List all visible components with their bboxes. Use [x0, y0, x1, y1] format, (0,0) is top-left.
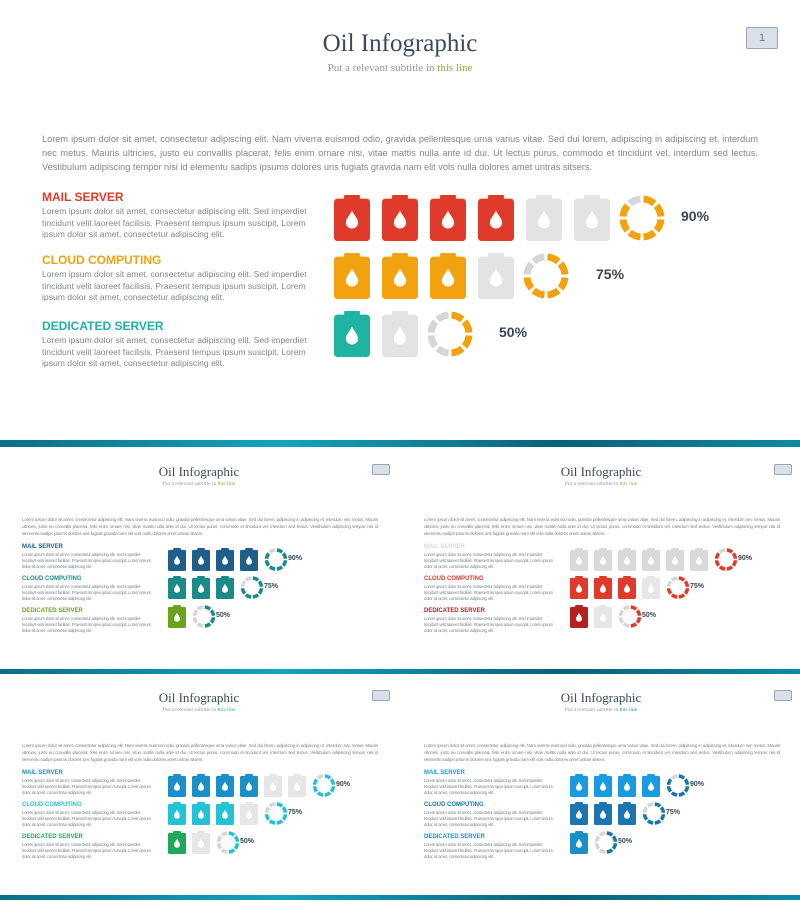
ring-segment	[534, 257, 545, 261]
dedicated-server-progress-ring	[621, 607, 640, 626]
ring-segment	[259, 581, 261, 586]
cloud-computing-percent: 75%	[690, 583, 705, 590]
ring-segment	[613, 836, 615, 841]
ring-segment	[527, 278, 531, 289]
dedicated-server-progress-ring	[195, 607, 214, 626]
ring-segment	[685, 786, 687, 791]
dedicated-server-percent: 50%	[240, 838, 255, 845]
ring-segment	[270, 550, 275, 552]
cloud-computing-progress-ring	[527, 257, 565, 295]
cloud-computing-percent: 75%	[596, 266, 625, 282]
mail-server-barrel-icon	[240, 548, 258, 571]
ring-segment	[331, 786, 333, 791]
oil-barrel-graphic	[402, 674, 800, 894]
dedicated-server-description: Lorem ipsum dolor sit amet, consectetur adipiscing elit. Sed imperdiet tincidunt velit laoreet facilisis. Praesent tempus ipsum suscipit, Lorem ipsum dolor sit amet, consectetur adipiscing elit.	[22, 616, 151, 633]
cloud-computing-description: Lorem ipsum dolor sit amet, consectetur adipiscing elit. Sed imperdiet tincidunt velit laoreet facilisis. Praesent tempus ipsum suscipit, Lorem ipsum dolor sit amet, consectetur adipiscing elit.	[22, 810, 151, 827]
ring-segment	[560, 278, 564, 289]
cloud-computing-barrel-icon	[594, 576, 612, 599]
cloud-computing-progress-ring	[669, 578, 688, 597]
mail-server-barrel-icon	[168, 774, 186, 797]
main-slide	[0, 0, 800, 440]
cloud-computing-barrel-icon	[430, 253, 466, 299]
ring-segment	[277, 821, 282, 823]
mail-server-label: MAIL SERVER	[424, 544, 465, 550]
cloud-computing-barrel-icon	[570, 802, 588, 825]
dedicated-server-barrel-icon	[334, 311, 370, 357]
mail-server-barrel-icon	[288, 774, 306, 797]
thumbnail-slide-4[interactable]	[402, 674, 800, 894]
slide-title: Oil Infographic	[322, 30, 478, 57]
dedicated-server-progress-ring	[597, 833, 616, 852]
cloud-computing-barrel-icon	[618, 802, 636, 825]
dedicated-server-barrel-icon	[168, 831, 186, 854]
ring-segment	[679, 776, 684, 778]
cloud-computing-label: CLOUD COMPUTING	[42, 253, 162, 267]
ring-segment	[630, 232, 641, 236]
ring-segment	[548, 290, 559, 294]
cloud-computing-percent: 75%	[264, 583, 279, 590]
ring-segment	[637, 610, 639, 615]
dedicated-server-label: DEDICATED SERVER	[424, 834, 485, 840]
ring-segment	[283, 553, 285, 558]
ring-segment	[597, 843, 599, 848]
ring-segment	[717, 553, 719, 558]
dedicated-server-description: Lorem ipsum dolor sit amet, consectetur adipiscing elit. Sed imperdiet tincidunt velit laoreet facilisis. Praesent tempus ipsum suscipit, Lorem ipsum dolor sit amet, consectetur adipiscing elit.	[42, 335, 307, 368]
dedicated-server-progress-ring	[431, 315, 469, 353]
ring-segment	[431, 336, 435, 347]
ring-segment	[655, 821, 660, 823]
mail-server-label: MAIL SERVER	[22, 770, 63, 776]
ring-segment	[733, 553, 735, 558]
cloud-computing-progress-ring	[645, 804, 664, 823]
ring-segment	[229, 833, 234, 835]
mail-server-barrel-icon	[334, 195, 370, 241]
ring-segment	[219, 843, 221, 848]
cloud-computing-description: Lorem ipsum dolor sit amet, consectetur adipiscing elit. Sed imperdiet tincidunt velit laoreet facilisis. Praesent tempus ipsum suscipit, Lorem ipsum dolor sit amet, consectetur adipiscing elit.	[42, 269, 307, 302]
ring-segment	[656, 206, 660, 217]
ring-segment	[325, 793, 330, 795]
dedicated-server-description: Lorem ipsum dolor sit amet, consectetur adipiscing elit. Sed imperdiet tincidunt velit laoreet facilisis. Praesent tempus ipsum suscipit, Lorem ipsum dolor sit amet, consectetur adipiscing elit.	[424, 616, 553, 633]
subtitle-prefix: Put a relevant subtitle in	[564, 707, 619, 713]
thumbnail-slide-2[interactable]	[402, 448, 800, 668]
ring-segment	[259, 588, 261, 593]
mail-server-percent: 90%	[288, 555, 303, 562]
mail-server-barrel-icon	[526, 195, 562, 241]
ring-segment	[452, 315, 463, 319]
mail-server-barrel-icon	[594, 774, 612, 797]
cloud-computing-description: Lorem ipsum dolor sit amet, consectetur adipiscing elit. Sed imperdiet tincidunt velit laoreet facilisis. Praesent tempus ipsum suscipit, Lorem ipsum dolor sit amet, consectetur adipiscing elit.	[22, 584, 151, 601]
ring-segment	[669, 779, 671, 784]
ring-segment	[613, 843, 615, 848]
ring-segment	[661, 814, 663, 819]
ring-segment	[243, 588, 245, 593]
ring-segment	[717, 560, 719, 565]
mail-server-description: Lorem ipsum dolor sit amet, consectetur adipiscing elit. Sed imperdiet tincidunt velit laoreet facilisis. Praesent tempus ipsum suscipit, Lorem ipsum dolor sit amet, consectetur adipiscing elit.	[22, 778, 151, 795]
cloud-computing-description: Lorem ipsum dolor sit amet, consectetur adipiscing elit. Sed imperdiet tincidunt velit laoreet facilisis. Praesent tempus ipsum suscipit, Lorem ipsum dolor sit amet, consectetur adipiscing elit.	[424, 584, 553, 601]
mail-server-barrel-icon	[618, 548, 636, 571]
mail-server-description: Lorem ipsum dolor sit amet, consectetur adipiscing elit. Sed imperdiet tincidunt velit laoreet facilisis. Praesent tempus ipsum suscipit, Lorem ipsum dolor sit amet, consectetur adipiscing elit.	[424, 778, 553, 795]
mail-server-label: MAIL SERVER	[22, 544, 63, 550]
ring-segment	[685, 581, 687, 586]
dedicated-server-percent: 50%	[499, 324, 528, 340]
ring-segment	[438, 315, 449, 319]
subtitle-highlight: this line	[619, 707, 638, 713]
slide-divider-stripe	[0, 440, 800, 447]
mail-server-progress-ring	[315, 776, 334, 795]
ring-segment	[235, 843, 237, 848]
ring-segment	[198, 607, 203, 609]
ring-segment	[318, 776, 323, 778]
ring-segment	[607, 833, 612, 835]
ring-segment	[621, 617, 623, 622]
ring-segment	[267, 814, 269, 819]
dedicated-server-barrel-icon	[192, 831, 210, 854]
ring-segment	[600, 850, 605, 852]
mail-server-progress-ring	[267, 550, 286, 569]
ring-segment	[648, 821, 653, 823]
ring-segment	[630, 199, 641, 203]
slide-divider-stripe	[0, 895, 800, 900]
mail-server-description: Lorem ipsum dolor sit amet, consectetur adipiscing elit. Sed imperdiet tincidunt velit laoreet facilisis. Praesent tempus ipsum suscipit, Lorem ipsum dolor sit amet, consectetur adipiscing elit.	[424, 552, 553, 569]
ring-segment	[331, 779, 333, 784]
ring-segment	[645, 814, 647, 819]
cloud-computing-progress-ring	[267, 804, 286, 823]
ring-segment	[600, 833, 605, 835]
ring-segment	[452, 348, 463, 352]
dedicated-server-barrel-icon	[570, 605, 588, 628]
mail-server-label: MAIL SERVER	[424, 770, 465, 776]
ring-segment	[464, 336, 468, 347]
ring-segment	[195, 610, 197, 615]
mail-server-barrel-icon	[240, 774, 258, 797]
cloud-computing-label: CLOUD COMPUTING	[424, 802, 484, 808]
mail-server-barrel-icon	[666, 548, 684, 571]
mail-server-barrel-icon	[216, 774, 234, 797]
cloud-computing-progress-ring	[243, 578, 262, 597]
ring-segment	[211, 617, 213, 622]
ring-segment	[267, 553, 269, 558]
slide-title: Oil Infographic	[158, 464, 240, 479]
mail-server-barrel-icon	[594, 548, 612, 571]
mail-server-barrel-icon	[618, 774, 636, 797]
ring-segment	[607, 850, 612, 852]
ring-segment	[267, 560, 269, 565]
ring-segment	[669, 786, 671, 791]
dedicated-server-label: DEDICATED SERVER	[424, 608, 485, 614]
slide-divider-stripe	[0, 669, 800, 674]
dedicated-server-barrel-icon	[594, 605, 612, 628]
subtitle-highlight: this line	[217, 707, 236, 713]
dedicated-server-barrel-icon	[382, 311, 418, 357]
ring-segment	[195, 617, 197, 622]
subtitle-highlight: this line	[619, 481, 638, 487]
cloud-computing-barrel-icon	[192, 576, 210, 599]
ring-segment	[624, 624, 629, 626]
intro-paragraph: Lorem ipsum dolor sit amet, consectetur adipiscing elit. Nam viverra euismod odio, gravida pellentesque urna varius vitae. Sed dui lorem, adipiscing in adipiscing et, interdum nec metus. Mauris ultricies, justo eu convallis placerat, felis enim ornare nisi, vitae mattis nulla ante id dui. Ut lectus purus, commodo et tincidunt vel, interdum sed lectus. Vestibulum adipiscing tempor nisi id elementu sadips ipsums dolores uns fugiats gravida nam elit vols nulla dolores amet untras sitsers.	[22, 743, 378, 762]
subtitle-highlight: this line	[217, 481, 236, 487]
ring-segment	[679, 793, 684, 795]
cloud-computing-barrel-icon	[594, 802, 612, 825]
cloud-computing-percent: 75%	[666, 809, 681, 816]
slide-title: Oil Infographic	[560, 690, 642, 705]
ring-segment	[315, 786, 317, 791]
dedicated-server-percent: 50%	[618, 838, 633, 845]
cloud-computing-barrel-icon	[216, 802, 234, 825]
cloud-computing-barrel-icon	[192, 802, 210, 825]
cloud-computing-barrel-icon	[168, 576, 186, 599]
ring-segment	[560, 264, 564, 275]
subtitle-prefix: Put a relevant subtitle in	[564, 481, 619, 487]
intro-paragraph: Lorem ipsum dolor sit amet, consectetur adipiscing elit. Nam viverra euismod odio, gravida pellentesque urna varius vitae. Sed dui lorem, adipiscing in adipiscing et, interdum nec metus. Mauris ultricies, justo eu convallis placerat, felis enim ornare nisi, vitae mattis nulla ante id dui. Ut lectus purus, commodo et tincidunt vel, interdum sed lectus. Vestibulum adipiscing tempor nisi id elementu sadips ipsums dolores uns fugiats gravida nam elit vols nulla dolores amet untras sitsers.	[22, 517, 378, 536]
mail-server-barrel-icon	[574, 195, 610, 241]
ring-segment	[205, 624, 210, 626]
ring-segment	[685, 588, 687, 593]
mail-server-description: Lorem ipsum dolor sit amet, consectetur adipiscing elit. Sed imperdiet tincidunt velit laoreet facilisis. Praesent tempus ipsum suscipit, Lorem ipsum dolor sit amet, consectetur adipiscing elit.	[42, 206, 307, 239]
subtitle-prefix: Put a relevant subtitle in	[162, 481, 217, 487]
ring-segment	[679, 578, 684, 580]
ring-segment	[219, 836, 221, 841]
oil-barrel-graphic	[0, 448, 398, 668]
cloud-computing-barrel-icon	[570, 576, 588, 599]
ring-segment	[631, 607, 636, 609]
mail-server-barrel-icon	[642, 774, 660, 797]
ring-segment	[727, 567, 732, 569]
ring-segment	[222, 833, 227, 835]
cloud-computing-barrel-icon	[478, 253, 514, 299]
dedicated-server-percent: 50%	[216, 612, 231, 619]
ring-segment	[672, 595, 677, 597]
ring-segment	[325, 776, 330, 778]
mail-server-percent: 90%	[336, 781, 351, 788]
ring-segment	[464, 322, 468, 333]
cloud-computing-label: CLOUD COMPUTING	[22, 802, 82, 808]
mail-server-barrel-icon	[430, 195, 466, 241]
mail-server-label: MAIL SERVER	[42, 190, 124, 204]
dedicated-server-label: DEDICATED SERVER	[22, 608, 83, 614]
ring-segment	[534, 290, 545, 294]
dedicated-server-barrel-icon	[168, 605, 186, 628]
ring-segment	[253, 578, 258, 580]
cloud-computing-barrel-icon	[334, 253, 370, 299]
ring-segment	[229, 850, 234, 852]
ring-segment	[246, 595, 251, 597]
ring-segment	[222, 850, 227, 852]
dedicated-server-description: Lorem ipsum dolor sit amet, consectetur adipiscing elit. Sed imperdiet tincidunt velit laoreet facilisis. Praesent tempus ipsum suscipit, Lorem ipsum dolor sit amet, consectetur adipiscing elit.	[424, 842, 553, 859]
ring-segment	[253, 595, 258, 597]
cloud-computing-barrel-icon	[216, 576, 234, 599]
mail-server-percent: 90%	[681, 208, 710, 224]
mail-server-barrel-icon	[192, 548, 210, 571]
ring-segment	[283, 560, 285, 565]
dedicated-server-description: Lorem ipsum dolor sit amet, consectetur adipiscing elit. Sed imperdiet tincidunt velit laoreet facilisis. Praesent tempus ipsum suscipit, Lorem ipsum dolor sit amet, consectetur adipiscing elit.	[22, 842, 151, 859]
ring-segment	[270, 567, 275, 569]
ring-segment	[438, 348, 449, 352]
cloud-computing-barrel-icon	[382, 253, 418, 299]
ring-segment	[631, 624, 636, 626]
ring-segment	[661, 807, 663, 812]
dedicated-server-percent: 50%	[642, 612, 657, 619]
mail-server-progress-ring	[669, 776, 688, 795]
slide-title: Oil Infographic	[560, 464, 642, 479]
ring-segment	[720, 550, 725, 552]
mail-server-progress-ring	[623, 199, 661, 237]
cloud-computing-barrel-icon	[168, 802, 186, 825]
cloud-computing-barrel-icon	[642, 576, 660, 599]
ring-segment	[527, 264, 531, 275]
ring-segment	[648, 804, 653, 806]
intro-paragraph: Lorem ipsum dolor sit amet, consectetur adipiscing elit. Nam viverra euismod odio, gravida pellentesque urna varius vitae. Sed dui lorem, adipiscing in adipiscing et, interdum nec metus. Mauris ultricies, justo eu convallis placerat, felis enim ornare nisi, vitae mattis nulla ante id dui. Ut lectus purus, commodo et tincidunt vel, interdum sed lectus. Vestibulum adipiscing tempor nisi id elementu sadips ipsums dolores uns fugiats gravida nam elit vols nulla dolores amet untras sitsers.	[424, 743, 780, 762]
ring-segment	[669, 581, 671, 586]
subtitle-prefix: Put a relevant subtitle in	[327, 62, 435, 74]
ring-segment	[198, 624, 203, 626]
ring-segment	[548, 257, 559, 261]
dedicated-server-barrel-icon	[570, 831, 588, 854]
thumbnail-slide-1[interactable]	[0, 448, 398, 668]
ring-segment	[623, 220, 627, 231]
mail-server-barrel-icon	[570, 774, 588, 797]
ring-segment	[283, 814, 285, 819]
subtitle-highlight: this line	[437, 62, 473, 74]
ring-segment	[318, 793, 323, 795]
ring-segment	[283, 807, 285, 812]
ring-segment	[644, 232, 655, 236]
mail-server-barrel-icon	[642, 548, 660, 571]
dedicated-server-label: DEDICATED SERVER	[22, 834, 83, 840]
page-number-badge: 1	[746, 27, 778, 49]
mail-server-barrel-icon	[382, 195, 418, 241]
ring-segment	[637, 617, 639, 622]
ring-segment	[656, 220, 660, 231]
ring-segment	[267, 807, 269, 812]
ring-segment	[733, 560, 735, 565]
ring-segment	[672, 793, 677, 795]
thumbnail-slide-3[interactable]	[0, 674, 398, 894]
ring-segment	[624, 607, 629, 609]
ring-segment	[623, 206, 627, 217]
slide-title: Oil Infographic	[158, 690, 240, 705]
mail-server-barrel-icon	[216, 548, 234, 571]
ring-segment	[277, 550, 282, 552]
cloud-computing-description: Lorem ipsum dolor sit amet, consectetur adipiscing elit. Sed imperdiet tincidunt velit laoreet facilisis. Praesent tempus ipsum suscipit, Lorem ipsum dolor sit amet, consectetur adipiscing elit.	[424, 810, 553, 827]
mail-server-description: Lorem ipsum dolor sit amet, consectetur adipiscing elit. Sed imperdiet tincidunt velit laoreet facilisis. Praesent tempus ipsum suscipit, Lorem ipsum dolor sit amet, consectetur adipiscing elit.	[22, 552, 151, 569]
ring-segment	[644, 199, 655, 203]
mail-server-percent: 90%	[738, 555, 753, 562]
intro-paragraph: Lorem ipsum dolor sit amet, consectetur adipiscing elit. Nam viverra euismod odio, gravida pellentesque urna varius vitae. Sed dui lorem, adipiscing in adipiscing et, interdum nec metus. Mauris ultricies, justo eu convallis placerat, felis enim ornare nisi, vitae mattis nulla ante id dui. Ut lectus purus, commodo et tincidunt vel, interdum sed lectus. Vestibulum adipiscing tempor nisi id elementu sadips ipsums dolores uns fugiats gravida nam elit vols nulla dolores amet untras sitsers.	[424, 517, 780, 536]
mail-server-barrel-icon	[570, 548, 588, 571]
ring-segment	[621, 610, 623, 615]
mail-server-percent: 90%	[690, 781, 705, 788]
oil-barrel-graphic	[0, 0, 800, 440]
intro-paragraph: Lorem ipsum dolor sit amet, consectetur adipiscing elit. Nam viverra euismod odio, gravida pellentesque urna varius vitae. Sed dui lorem, adipiscing in adipiscing et, interdum nec metus. Mauris ultricies, justo eu convallis placerat, felis enim ornare nisi, vitae mattis nulla ante id dui. Ut lectus purus, commodo et tincidunt vel, interdum sed lectus. Vestibulum adipiscing tempor nisi id elementu sadips ipsums dolores uns fugiats gravida nam elit vols nulla dolores amet untras sitsers.	[42, 134, 758, 172]
mail-server-progress-ring	[717, 550, 736, 569]
ring-segment	[727, 550, 732, 552]
ring-segment	[679, 595, 684, 597]
ring-segment	[277, 567, 282, 569]
mail-server-barrel-icon	[192, 774, 210, 797]
subtitle-prefix: Put a relevant subtitle in	[162, 707, 217, 713]
ring-segment	[315, 779, 317, 784]
ring-segment	[211, 610, 213, 615]
mail-server-barrel-icon	[690, 548, 708, 571]
mail-server-barrel-icon	[168, 548, 186, 571]
dedicated-server-label: DEDICATED SERVER	[42, 319, 164, 333]
mail-server-barrel-icon	[264, 774, 282, 797]
ring-segment	[270, 821, 275, 823]
ring-segment	[597, 836, 599, 841]
ring-segment	[431, 322, 435, 333]
ring-segment	[246, 578, 251, 580]
cloud-computing-percent: 75%	[288, 809, 303, 816]
ring-segment	[235, 836, 237, 841]
ring-segment	[669, 588, 671, 593]
ring-segment	[672, 578, 677, 580]
ring-segment	[672, 776, 677, 778]
ring-segment	[655, 804, 660, 806]
dedicated-server-progress-ring	[219, 833, 238, 852]
cloud-computing-barrel-icon	[618, 576, 636, 599]
ring-segment	[685, 779, 687, 784]
ring-segment	[270, 804, 275, 806]
ring-segment	[277, 804, 282, 806]
cloud-computing-label: CLOUD COMPUTING	[22, 576, 82, 582]
ring-segment	[720, 567, 725, 569]
cloud-computing-label: CLOUD COMPUTING	[424, 576, 484, 582]
cloud-computing-barrel-icon	[240, 802, 258, 825]
ring-segment	[645, 807, 647, 812]
mail-server-barrel-icon	[478, 195, 514, 241]
ring-segment	[243, 581, 245, 586]
ring-segment	[205, 607, 210, 609]
